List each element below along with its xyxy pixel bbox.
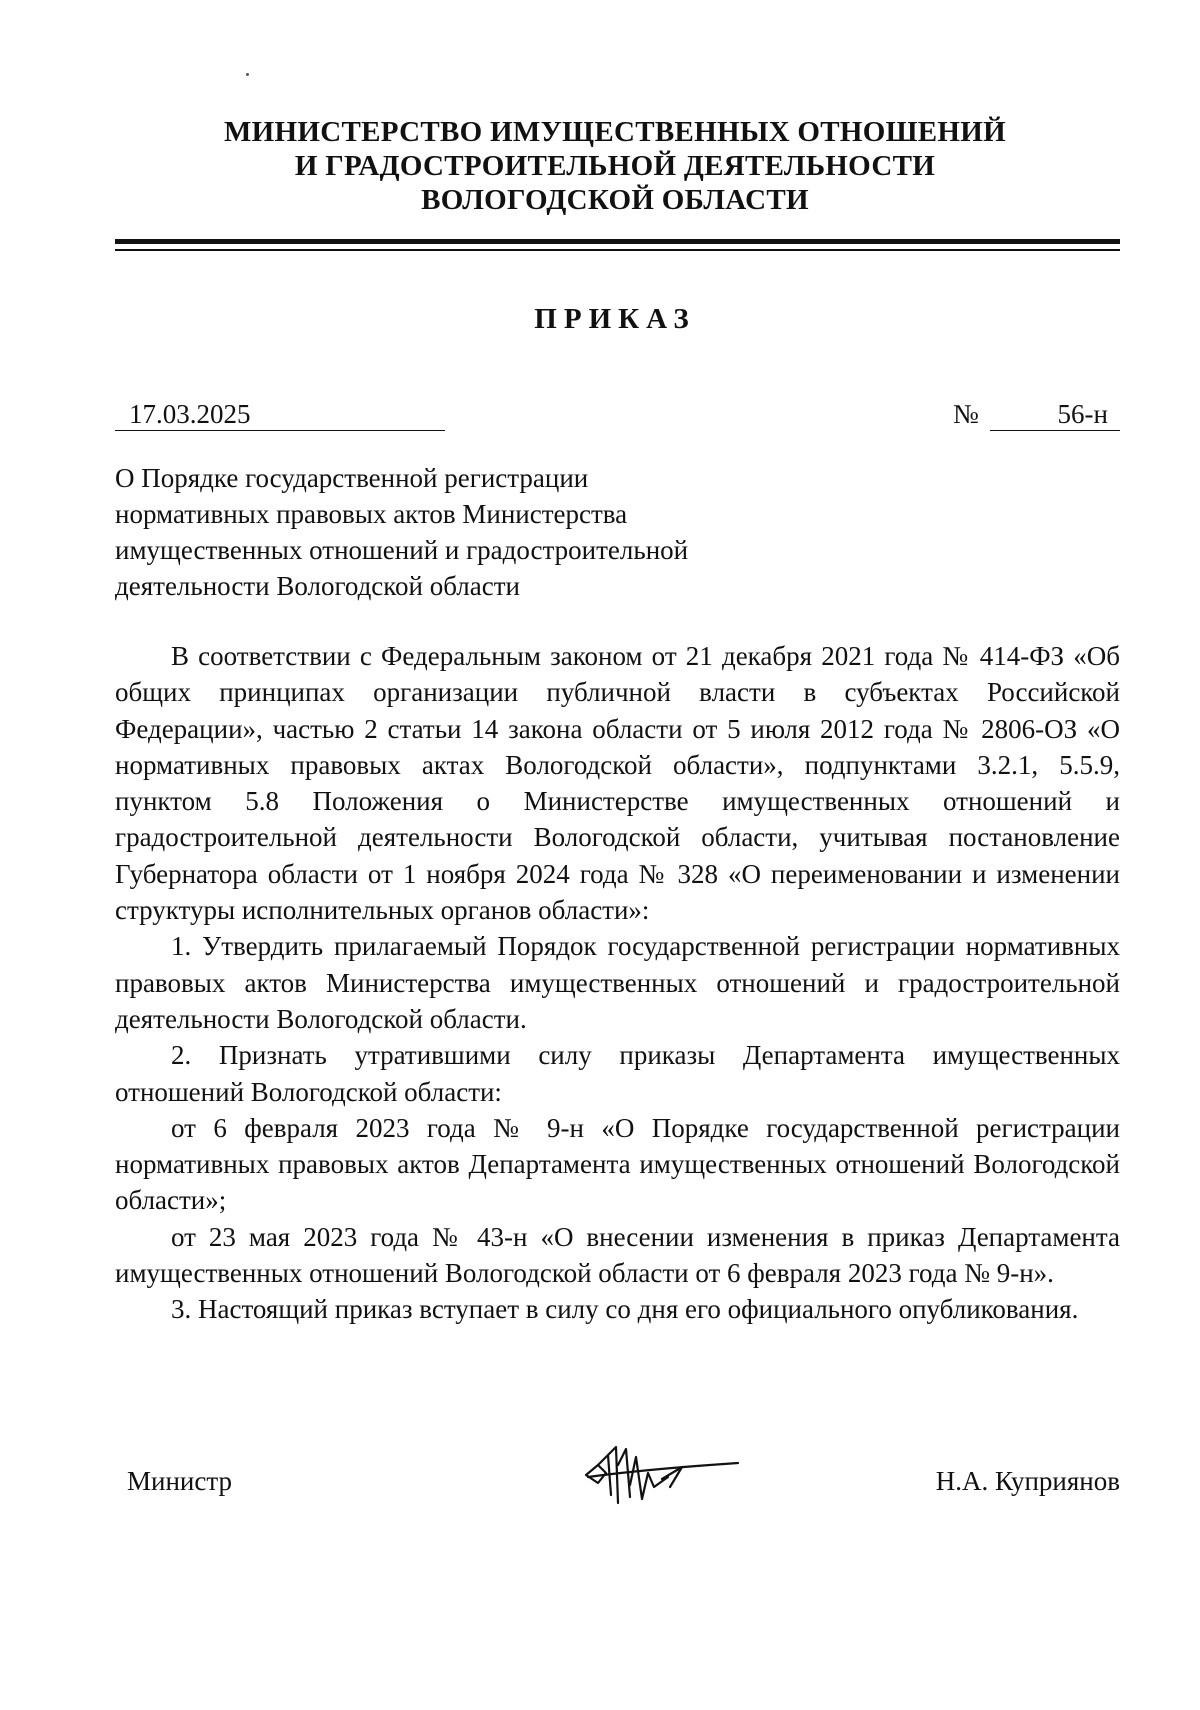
document-title: ПРИКАЗ bbox=[534, 303, 696, 335]
handwritten-signature bbox=[578, 1425, 748, 1515]
item-3-paragraph: 3. Настоящий приказ вступает в силу со дня его официального опубликования. bbox=[171, 1294, 1079, 1325]
header-line-1: МИНИСТЕРСТВО ИМУЩЕСТВЕННЫХ ОТНОШЕНИЙ bbox=[223, 116, 1006, 148]
item-2-paragraph: 2. Признать утратившими силу приказы Департамента имущественных отношений Вологодской области: bbox=[115, 1040, 1120, 1107]
header-divider-thin bbox=[115, 249, 1120, 251]
scan-speck bbox=[246, 73, 249, 76]
subject-line-3: имущественных отношений и градостроительной bbox=[115, 535, 689, 565]
header-line-3: ВОЛОГОДСКОЙ ОБЛАСТИ bbox=[421, 184, 809, 216]
document-body bbox=[115, 638, 1120, 1328]
subject-line-4: деятельности Вологодской области bbox=[115, 571, 520, 601]
header-line-2: И ГРАДОСТРОИТЕЛЬНОЙ ДЕЯТЕЛЬНОСТИ bbox=[294, 150, 936, 182]
item-2a-paragraph: от 6 февраля 2023 года № 9-н «О Порядке государственной регистрации нормативных правовых актов Департамента имущественных отношений Вологодской области»; bbox=[115, 1112, 1120, 1216]
number-sign: № bbox=[953, 399, 979, 429]
document-subject bbox=[115, 460, 755, 604]
subject-line-2: нормативных правовых актов Министерства bbox=[115, 499, 628, 529]
preamble-paragraph: В соответствии с Федеральным законом от 21 декабря 2021 года № 414-ФЗ «Об общих принципах организации публичной власти в субъектах Российской Федерации», частью 2 статьи 14 закона области от 5 июля 2012 года № 2806-ОЗ «О нормативных правовых актах Вологодской области», подпунктами 3.2.1, 5.5.9, пунктом 5.8 Положения о Министерстве имущественных отношений и градостроительной деятельности Вологодской области, учитывая постановление Губернатора области от 1 ноября 2024 года № 328 «О переименовании и изменении структуры исполнительных органов области»: bbox=[115, 641, 1120, 926]
signatory-role: Министр bbox=[127, 1466, 232, 1496]
ministry-header bbox=[110, 115, 1120, 217]
signatory-name: Н.А. Куприянов bbox=[935, 1466, 1120, 1496]
header-divider-thick bbox=[115, 239, 1120, 244]
subject-line-1: О Порядке государственной регистрации bbox=[115, 463, 589, 493]
item-2b-paragraph: от 23 мая 2023 года № 43-н «О внесении изменения в приказ Департамента имущественных отношений Вологодской области от 6 февраля 2023 года № 9-н». bbox=[115, 1221, 1120, 1289]
document-date: 17.03.2025 bbox=[115, 398, 445, 431]
document-number: 56-н bbox=[990, 398, 1120, 431]
item-1-paragraph: 1. Утвердить прилагаемый Порядок государственной регистрации нормативных правовых актов Министерства имущественных отношений и градостроительной деятельности Вологодской области. bbox=[115, 931, 1120, 1034]
